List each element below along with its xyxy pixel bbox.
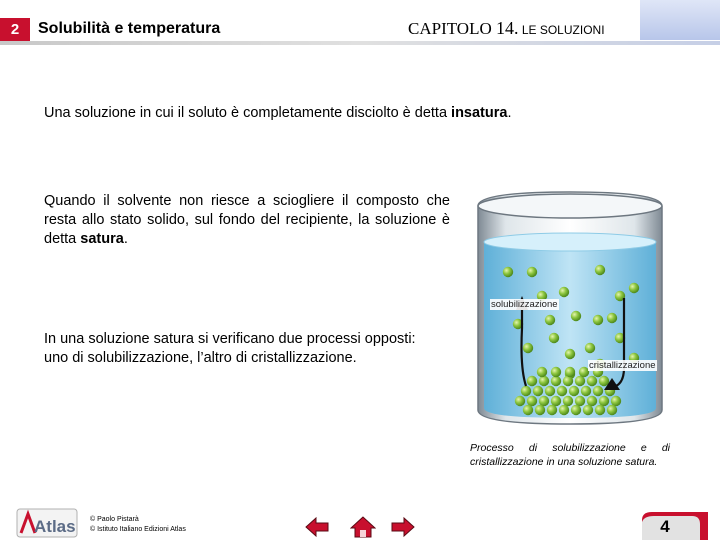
p2-end: . (123, 231, 128, 247)
paragraph-saturated (44, 192, 450, 249)
deposited-particle (599, 396, 609, 406)
deposited-particle (571, 405, 581, 415)
deposited-particle (583, 405, 593, 415)
deposited-particle (595, 405, 605, 415)
deposited-particle (535, 405, 545, 415)
dissolved-particle (503, 267, 513, 277)
deposited-particle (551, 396, 561, 406)
term-insatura: insatura (451, 105, 508, 121)
dissolved-particle (559, 287, 569, 297)
atlas-logo-text: Atlas (34, 517, 76, 536)
dissolved-particle (565, 349, 575, 359)
deposited-particle (607, 405, 617, 415)
home-icon[interactable] (350, 516, 376, 538)
deposited-particle (575, 376, 585, 386)
chapter-subtitle: LE SOLUZIONI (518, 23, 605, 37)
deposited-particle (533, 386, 543, 396)
deposited-particle (551, 376, 561, 386)
section-title: Solubilità e temperatura (38, 20, 221, 37)
deposited-particle (521, 386, 531, 396)
figure-caption: Processo di solubilizzazione e di cristallizzazione in una soluzione satura. (470, 442, 670, 468)
header-divider (0, 41, 720, 45)
deposited-particle (569, 386, 579, 396)
p3-line1: In una soluzione satura si verificano due processi opposti: (44, 331, 416, 347)
dissolved-particle (545, 315, 555, 325)
arrow-right-icon[interactable] (390, 516, 416, 538)
section-number-badge: 2 (0, 18, 30, 42)
label-solubilization: solubilizzazione (491, 299, 558, 310)
deposited-particle (563, 396, 573, 406)
dissolved-particle (593, 315, 603, 325)
deposited-particle (587, 376, 597, 386)
p1-text: Una soluzione in cui il soluto è completamente disciolto è detta (44, 105, 452, 121)
deposited-particle (557, 386, 567, 396)
arrow-left-icon[interactable] (304, 516, 330, 538)
dissolved-particle (571, 311, 581, 321)
deposited-particle (539, 376, 549, 386)
dissolved-particle (527, 267, 537, 277)
beaker-rim (478, 194, 662, 218)
deposited-particle (537, 367, 547, 377)
dissolved-particle (607, 313, 617, 323)
deposited-particle (523, 405, 533, 415)
deposited-particle (539, 396, 549, 406)
term-satura: satura (80, 231, 124, 247)
deposited-particle (547, 405, 557, 415)
page-number: 4 (660, 517, 670, 536)
deposited-particle (593, 386, 603, 396)
deposited-particle (527, 376, 537, 386)
chapter-heading (408, 18, 605, 39)
deposited-particle (581, 386, 591, 396)
p2-text: Quando il solvente non riesce a sciogliere il composto che resta allo stato solido, sul fondo del recipiente, la soluzione è detta (44, 193, 450, 247)
slide-header (0, 0, 720, 46)
p1-end: . (507, 105, 512, 121)
credit-publisher: © Istituto Italiano Edizioni Atlas (90, 526, 186, 533)
chapter-number: 14. (496, 18, 519, 38)
dissolved-particle (629, 283, 639, 293)
header-corner-decoration (640, 0, 720, 40)
deposited-particle (551, 367, 561, 377)
footer-credits (90, 515, 186, 535)
deposited-particle (527, 396, 537, 406)
credit-author: © Paolo Pistarà (90, 516, 139, 523)
paragraph-unsaturated (44, 104, 584, 123)
deposited-particle (545, 386, 555, 396)
dissolved-particle (523, 343, 533, 353)
deposited-particle (565, 367, 575, 377)
deposited-particle (575, 396, 585, 406)
deposited-particle (587, 396, 597, 406)
dissolved-particle (585, 343, 595, 353)
atlas-logo (16, 508, 78, 538)
paragraph-processes (44, 330, 464, 368)
water-surface (484, 233, 656, 251)
deposited-particle (563, 376, 573, 386)
p3-line2: uno di solubilizzazione, l’altro di cristallizzazione. (44, 350, 357, 366)
chapter-prefix: CAPITOLO (408, 19, 496, 38)
deposited-particle (559, 405, 569, 415)
dissolved-particle (549, 333, 559, 343)
dissolved-particle (595, 265, 605, 275)
label-crystallization: cristallizzazione (589, 360, 656, 371)
deposited-particle (515, 396, 525, 406)
deposited-particle (611, 396, 621, 406)
